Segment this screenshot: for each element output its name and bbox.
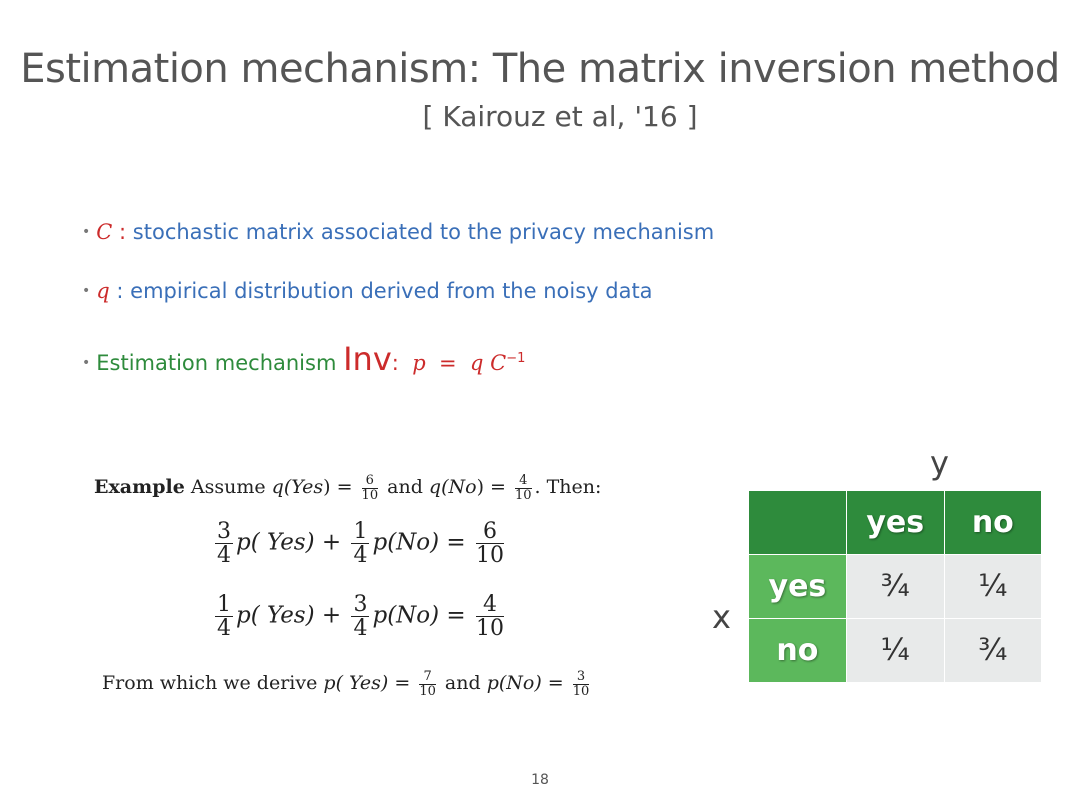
num: 4 (515, 474, 532, 489)
equation-1 (212, 520, 507, 567)
p-no: p(No) = (372, 602, 466, 629)
fraction (476, 593, 504, 640)
bullet-dot: • (82, 224, 91, 240)
yes-word: Yes (291, 476, 324, 499)
symbol-c: C (96, 220, 113, 244)
table-header-row (749, 491, 1042, 555)
fraction (351, 520, 369, 567)
col-header-no: no (944, 491, 1041, 555)
fraction (476, 520, 504, 567)
formula-c: C (490, 351, 507, 375)
close-eq: ) = (323, 476, 353, 499)
assume-text: Assume (190, 476, 266, 499)
num: 3 (217, 519, 231, 544)
and-word: and (444, 672, 481, 695)
equation-2 (212, 593, 507, 640)
formula-p: p (412, 351, 426, 375)
q-open: q( (428, 476, 449, 499)
den: 10 (515, 487, 532, 503)
bullet-dot: • (82, 355, 91, 371)
den: 4 (353, 543, 368, 569)
separator: : (112, 220, 127, 244)
bullet-estimation (82, 340, 525, 378)
no-word: No (448, 476, 477, 499)
fraction (362, 474, 379, 502)
fraction (351, 593, 369, 640)
inv-label: Inv (343, 340, 392, 378)
bullet-q-text: empirical distribution derived from the noisy data (130, 279, 653, 303)
den: 10 (572, 683, 590, 699)
estimation-label: Estimation mechanism (96, 351, 337, 375)
fraction (573, 670, 590, 698)
den: 10 (476, 543, 505, 569)
row-header-yes: yes (749, 555, 847, 619)
col-header-yes: yes (846, 491, 944, 555)
citation: [ Kairouz et al, '16 ] (422, 100, 698, 133)
num: 6 (476, 520, 504, 544)
fraction (215, 520, 233, 567)
table-cell: ¼ (846, 619, 944, 683)
num: 3 (573, 670, 590, 685)
num: 3 (353, 592, 368, 617)
den: 10 (476, 616, 505, 642)
fraction (419, 670, 436, 698)
x-axis-label: x (712, 598, 731, 636)
den: 10 (419, 683, 436, 699)
bullet-dot: • (82, 283, 91, 299)
then-word: . Then: (534, 476, 602, 499)
table-row (749, 555, 1042, 619)
corner-cell (749, 491, 847, 555)
table-cell: ¼ (944, 555, 1041, 619)
p-yes: p( Yes) + (236, 529, 342, 556)
bullet-c-text: stochastic matrix associated to the privacy mechanism (132, 220, 715, 244)
fraction (215, 593, 233, 640)
example-line (94, 474, 601, 502)
symbol-q: q (96, 279, 110, 303)
separator: : (109, 279, 124, 303)
fraction (515, 474, 532, 502)
den: 4 (217, 543, 231, 569)
den: 10 (361, 487, 379, 503)
p-yes: p( Yes) = (323, 672, 411, 695)
den: 4 (217, 616, 231, 642)
formula-eq: = (439, 351, 457, 375)
channel-matrix-table (748, 490, 1042, 683)
y-axis-label: y (930, 444, 949, 482)
colon: : (391, 351, 399, 375)
q-open: q( (271, 476, 292, 499)
close-eq: ) = (476, 476, 506, 499)
bullet-c (82, 220, 714, 244)
derive-line (102, 670, 592, 698)
num: 4 (476, 593, 504, 617)
p-no: p(No) = (372, 529, 466, 556)
page-number: 18 (531, 772, 549, 788)
num: 1 (353, 519, 368, 544)
p-yes: p( Yes) + (236, 602, 342, 629)
p-no: p(No) = (486, 672, 564, 695)
and-word: and (387, 476, 423, 499)
row-header-no: no (749, 619, 847, 683)
table-cell: ¾ (846, 555, 944, 619)
table-row (749, 619, 1042, 683)
derive-text: From which we derive (102, 672, 318, 695)
num: 6 (362, 474, 379, 489)
num: 1 (217, 592, 231, 617)
bullet-q (82, 279, 653, 303)
formula-exp: −1 (506, 351, 526, 366)
num: 7 (419, 670, 436, 685)
table-cell: ¾ (944, 619, 1041, 683)
den: 4 (353, 616, 368, 642)
example-bold: Example (94, 476, 185, 499)
slide-title: Estimation mechanism: The matrix inversion method (20, 46, 1060, 92)
formula-q: q (469, 351, 484, 375)
